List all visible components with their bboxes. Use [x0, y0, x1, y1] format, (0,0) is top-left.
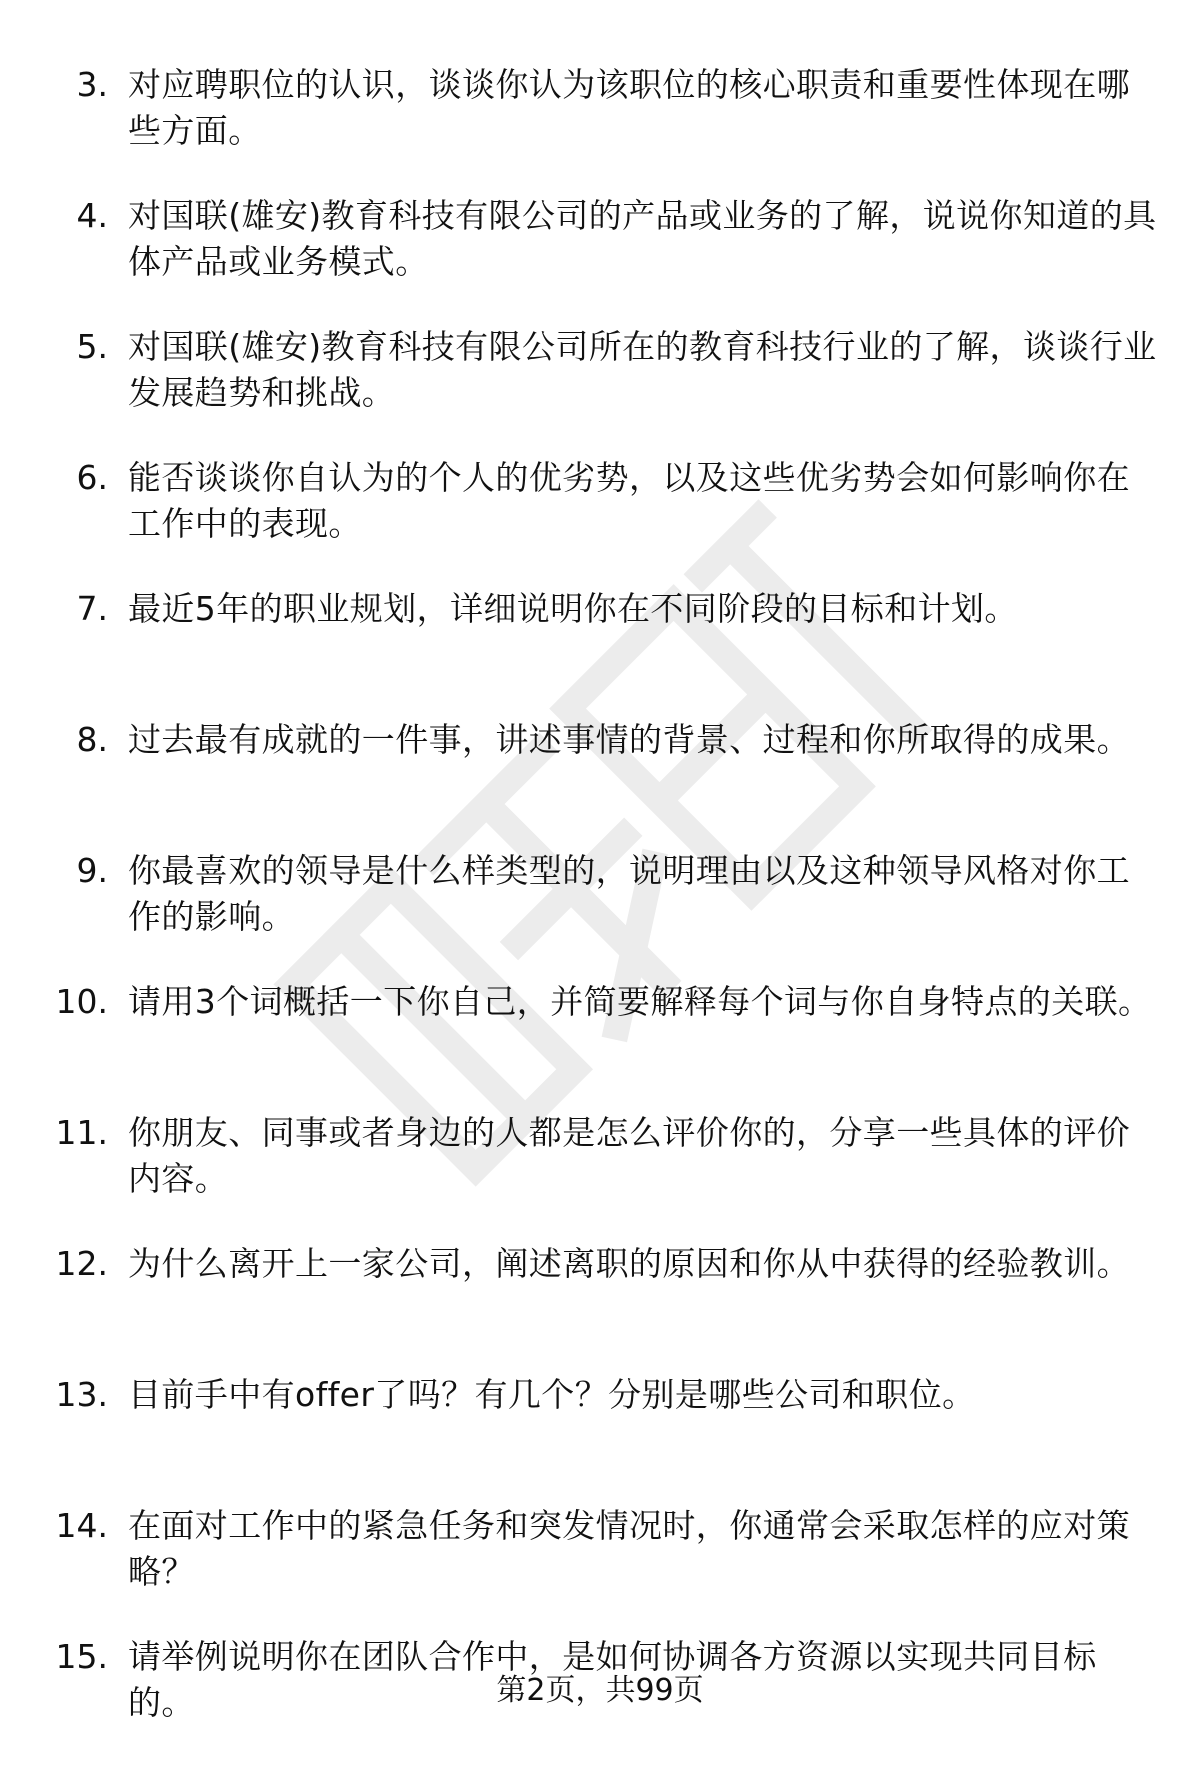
question-number: 13. [55, 1375, 108, 1414]
question-number: 10. [55, 982, 108, 1021]
question-item [0, 62, 1200, 193]
question-number: 9. [76, 851, 108, 890]
question-number: 15. [55, 1637, 108, 1676]
question-item [0, 193, 1200, 324]
question-text: 过去最有成就的一件事，讲述事情的背景、过程和你所取得的成果。 [128, 720, 1130, 759]
question-text: 请用3个词概括一下你自己，并简要解释每个词与你自身特点的关联。 [128, 982, 1152, 1021]
question-number: 12. [55, 1244, 108, 1283]
question-text: 请举例说明你在团队合作中，是如何协调各方资源以实现共同目标的。 [128, 1637, 1097, 1722]
question-text: 为什么离开上一家公司，阐述离职的原因和你从中获得的经验教训。 [128, 1244, 1130, 1283]
question-item [0, 455, 1200, 586]
question-text: 对国联(雄安)教育科技有限公司的产品或业务的了解，说说你知道的具体产品或业务模式。 [128, 196, 1157, 281]
question-item [0, 848, 1200, 979]
question-number: 5. [76, 327, 108, 366]
page-footer: 第2页，共99页 [496, 1673, 704, 1708]
question-text: 你朋友、同事或者身边的人都是怎么评价你的，分享一些具体的评价内容。 [128, 1113, 1130, 1198]
question-text: 对应聘职位的认识，谈谈你认为该职位的核心职责和重要性体现在哪些方面。 [128, 65, 1130, 150]
question-text: 能否谈谈你自认为的个人的优劣势，以及这些优劣势会如何影响你在工作中的表现。 [128, 458, 1130, 543]
question-number: 4. [76, 196, 108, 235]
question-item [0, 1503, 1200, 1634]
question-list [0, 62, 1200, 1765]
question-item [0, 1241, 1200, 1372]
question-text: 你最喜欢的领导是什么样类型的，说明理由以及这种领导风格对你工作的影响。 [128, 851, 1130, 936]
question-text: 对国联(雄安)教育科技有限公司所在的教育科技行业的了解，谈谈行业发展趋势和挑战。 [128, 327, 1157, 412]
question-item [0, 717, 1200, 848]
question-number: 14. [55, 1506, 108, 1545]
question-number: 6. [76, 458, 108, 497]
question-number: 3. [76, 65, 108, 104]
question-text: 目前手中有offer了吗？有几个？分别是哪些公司和职位。 [128, 1375, 976, 1414]
question-number: 11. [55, 1113, 108, 1152]
question-text: 最近5年的职业规划，详细说明你在不同阶段的目标和计划。 [128, 589, 1018, 628]
question-number: 8. [76, 720, 108, 759]
question-item [0, 979, 1200, 1110]
question-item [0, 1110, 1200, 1241]
question-item [0, 324, 1200, 455]
question-item [0, 1372, 1200, 1503]
question-item [0, 586, 1200, 717]
question-number: 7. [76, 589, 108, 628]
question-text: 在面对工作中的紧急任务和突发情况时，你通常会采取怎样的应对策略？ [128, 1506, 1130, 1591]
